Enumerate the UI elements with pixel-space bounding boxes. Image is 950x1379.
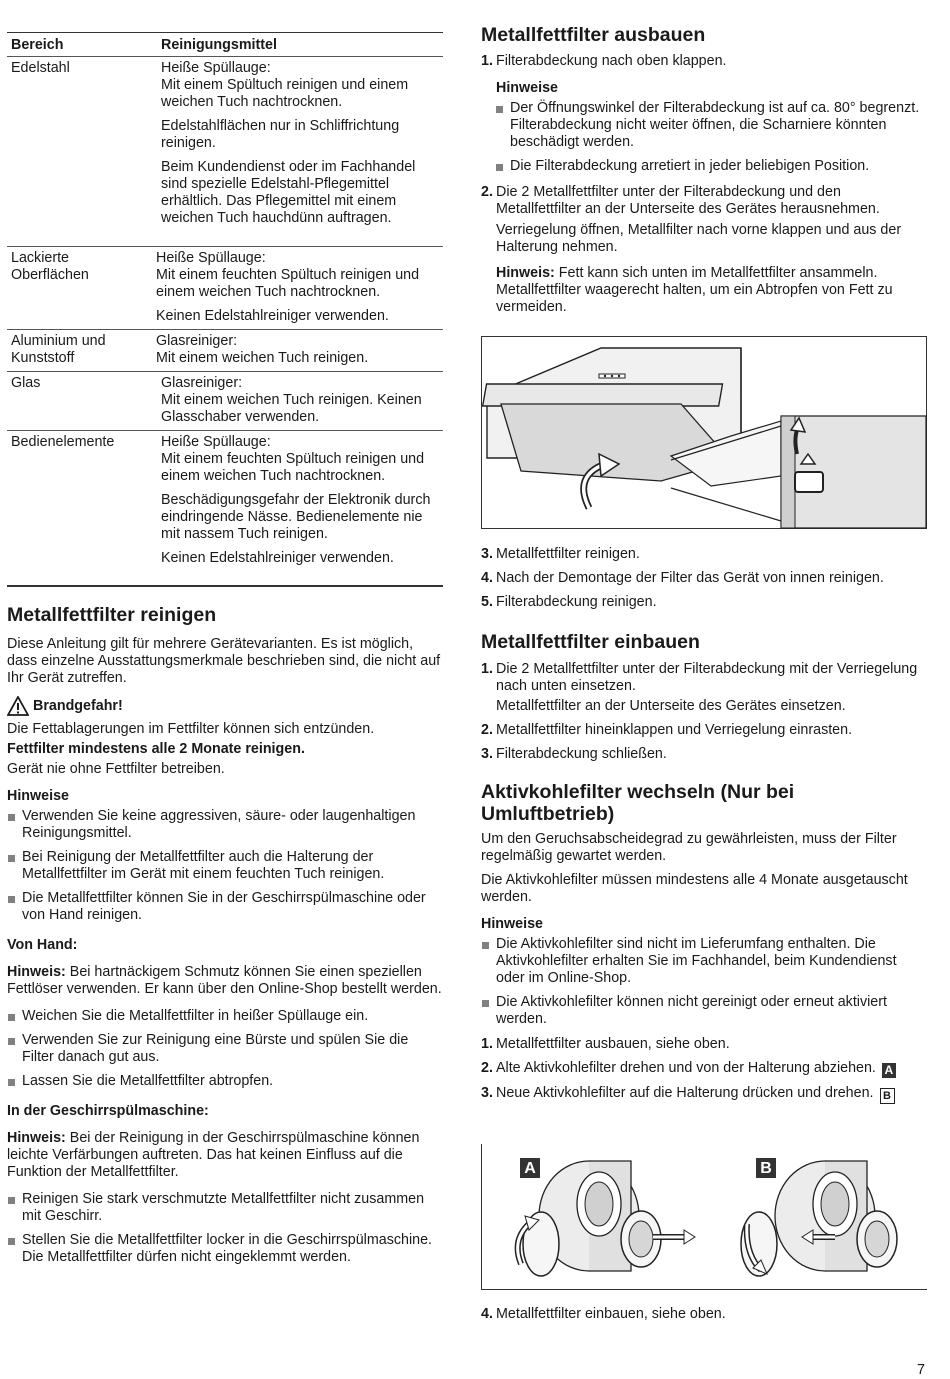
dishwasher-title: In der Geschirrspülmaschine: bbox=[7, 1103, 209, 1119]
list-item: Weichen Sie die Metallfettfilter in heißer Spüllauge ein. bbox=[7, 1008, 443, 1025]
carbon-hints-title: Hinweise bbox=[481, 916, 543, 932]
carbon-filter-illustration bbox=[481, 1144, 927, 1290]
carbon-intro1: Um den Geruchsabscheidegrad zu gewährleisten, muss der Filter regelmäßig gewartet werden. bbox=[481, 831, 897, 864]
agent-text: Keinen Edelstahlreiniger verwenden. bbox=[161, 550, 394, 566]
remove-step2b: Verriegelung öffnen, Metallfilter nach vorne klappen und aus der Halterung nehmen. bbox=[496, 222, 902, 255]
list-item: Lassen Sie die Metallfettfilter abtropfen. bbox=[7, 1073, 443, 1090]
numbered-step: 1. Filterabdeckung nach oben klappen. bbox=[481, 53, 727, 69]
clean-hints-title: Hinweise bbox=[7, 788, 69, 804]
remove-note: Hinweis: Fett kann sich unten im Metallfettfilter ansammeln. Metallfettfilter waagerecht halten, um ein Abtropfen von Fett zu vermeiden. bbox=[496, 265, 893, 315]
dishwasher-note: Hinweis: Bei der Reinigung in der Geschirrspülmaschine können leichte Verfärbungen auftreten. Das hat keinen Einfluss auf die Funktion der Metallfettfilter. bbox=[7, 1130, 420, 1180]
agent-text: Beim Kundendienst oder im Fachhandel sind spezielle Edelstahl-Pflegemittel erhältlich. Das Pflegemittel mit einem weichen Tuch hauchdünn auftragen. bbox=[161, 159, 416, 226]
warning-text2: Gerät nie ohne Fettfilter betreiben. bbox=[7, 761, 225, 777]
list-item: Der Öffnungswinkel der Filterabdeckung ist auf ca. 80° begrenzt. Filterabdeckung nicht weiter öffnen, die Scharniere könnten beschädigt werden. bbox=[495, 100, 927, 151]
table-cell-area: Bedienelemente bbox=[11, 434, 115, 450]
fire-warning bbox=[7, 694, 443, 718]
by-hand-note: Hinweis: Bei hartnäckigem Schmutz können Sie einen speziellen Fettlöser verwenden. Er kann über den Online-Shop bestellt werden. bbox=[7, 964, 442, 997]
numbered-step: 3. Filterabdeckung schließen. bbox=[481, 746, 667, 762]
list-item: Verwenden Sie zur Reinigung eine Bürste und spülen Sie die Filter danach gut aus. bbox=[7, 1032, 443, 1066]
table-cell-area: Lackierte Oberflächen bbox=[11, 250, 89, 283]
table-cell-area: Glas bbox=[11, 375, 41, 391]
page-number: 7 bbox=[917, 1362, 925, 1378]
numbered-step: 5. Filterabdeckung reinigen. bbox=[481, 594, 657, 610]
figure-label-b: B bbox=[760, 1160, 772, 1177]
by-hand-title: Von Hand: bbox=[7, 937, 78, 953]
numbered-step: 4. Nach der Demontage der Filter das Gerät von innen reinigen. bbox=[481, 570, 884, 586]
list-item: Reinigen Sie stark verschmutzte Metallfettfilter nicht zusammen mit Geschirr. bbox=[7, 1191, 443, 1225]
right-column-middle bbox=[481, 546, 927, 1104]
table-row bbox=[7, 431, 443, 587]
list-item: Stellen Sie die Metallfettfilter locker in die Geschirrspülmaschine. Die Metallfettfilter dürfen nicht eingeklemmt werden. bbox=[7, 1232, 443, 1266]
agent-text: Keinen Edelstahlreiniger verwenden. bbox=[156, 308, 389, 324]
agent-text: Heiße Spüllauge: Mit einem feuchten Spültuch reinigen und einem weichen Tuch nachtrocknen. bbox=[161, 434, 425, 484]
numbered-step: 3. Neue Aktivkohlefilter auf die Halterung drücken und drehen. B bbox=[481, 1085, 927, 1104]
numbered-step: 2. Metallfettfilter hineinklappen und Verriegelung einrasten. bbox=[481, 722, 853, 738]
numbered-step: 2. Die 2 Metallfettfilter unter der Filterabdeckung und den Metallfettfilter an der Unterseite des Gerätes herausnehmen. bbox=[481, 184, 880, 217]
table-cell-agents bbox=[152, 247, 443, 329]
section-title-remove: Metallfettfilter ausbauen bbox=[481, 24, 706, 46]
list-item: Bei Reinigung der Metallfettfilter auch die Halterung der Metallfettfilter im Gerät mit einem feuchten Tuch reinigen. bbox=[7, 849, 443, 883]
table-row bbox=[7, 247, 443, 330]
remove-hints-title: Hinweise bbox=[496, 80, 558, 96]
warning-bold: Fettfilter mindestens alle 2 Monate reinigen. bbox=[7, 741, 305, 757]
figure-label-a: A bbox=[524, 1160, 536, 1177]
agent-text: Glasreiniger: Mit einem weichen Tuch reinigen. bbox=[156, 333, 369, 366]
figure-ref-b: B bbox=[880, 1088, 895, 1104]
numbered-step: 3. Metallfettfilter reinigen. bbox=[481, 546, 640, 562]
table-cell-agents bbox=[152, 330, 443, 371]
list-item: Die Metallfettfilter können Sie in der Geschirrspülmaschine oder von Hand reinigen. bbox=[7, 890, 443, 924]
table-row bbox=[7, 330, 443, 372]
agent-text: Heiße Spüllauge: Mit einem feuchten Spültuch reinigen und einem weichen Tuch nachtrocknen. bbox=[156, 250, 420, 300]
warning-title: Brandgefahr! bbox=[33, 697, 123, 714]
numbered-step: 1. Metallfettfilter ausbauen, siehe oben. bbox=[481, 1036, 730, 1052]
table-header-area: Bereich bbox=[11, 37, 64, 53]
numbered-step: 1. Die 2 Metallfettfilter unter der Filterabdeckung mit der Verriegelung nach unten einsetzen. bbox=[481, 661, 918, 694]
table-row bbox=[7, 372, 443, 431]
carbon-intro2: Die Aktivkohlefilter müssen mindestens alle 4 Monate ausgetauscht werden. bbox=[481, 872, 908, 905]
agent-text: Beschädigungsgefahr der Elektronik durch eindringende Nässe. Bedienelemente nie mit nassem Tuch reinigen. bbox=[161, 492, 431, 542]
table-cell-agents bbox=[157, 57, 443, 246]
list-item: Die Filterabdeckung arretiert in jeder beliebigen Position. bbox=[495, 158, 927, 175]
table-row bbox=[7, 57, 443, 247]
agent-text: Edelstahlflächen nur in Schliffrichtung reinigen. bbox=[161, 118, 400, 151]
clean-intro: Diese Anleitung gilt für mehrere Gerätevarianten. Es ist möglich, dass einzelne Ausstattungsmerkmale beschrieben sind, die nicht auf Ihr Gerät zutreffen. bbox=[7, 636, 441, 686]
section-title-carbon: Aktivkohlefilter wechseln (Nur bei Umluftbetrieb) bbox=[481, 781, 795, 825]
numbered-step: 2. Alte Aktivkohlefilter drehen und von der Halterung abziehen. A bbox=[481, 1060, 927, 1078]
agent-text: Heiße Spüllauge: Mit einem Spültuch reinigen und einem weichen Tuch nachtrocknen. bbox=[161, 60, 409, 110]
left-column bbox=[7, 604, 443, 1266]
warning-icon bbox=[7, 696, 29, 716]
carbon-filter-a bbox=[518, 1161, 695, 1276]
numbered-step: 4. Metallfettfilter einbauen, siehe oben. bbox=[481, 1306, 726, 1322]
table-header-row bbox=[7, 33, 443, 57]
filter-removal-illustration bbox=[481, 336, 927, 529]
section-title-clean: Metallfettfilter reinigen bbox=[7, 604, 217, 626]
table-cell-area: Aluminium und Kunststoff bbox=[11, 333, 106, 366]
table-cell-agents bbox=[157, 431, 443, 585]
agent-text: Glasreiniger: Mit einem weichen Tuch reinigen. Keinen Glasschaber verwenden. bbox=[161, 375, 422, 425]
cleaning-agents-table bbox=[7, 32, 443, 587]
table-header-agent: Reinigungsmittel bbox=[161, 37, 277, 53]
list-item: Verwenden Sie keine aggressiven, säure- oder laugenhaltigen Reinigungsmittel. bbox=[7, 808, 443, 842]
table-cell-agents bbox=[157, 372, 443, 430]
right-column bbox=[481, 24, 927, 316]
warning-text: Die Fettablagerungen im Fettfilter können sich entzünden. bbox=[7, 721, 375, 737]
list-item: Die Aktivkohlefilter können nicht gereinigt oder erneut aktiviert werden. bbox=[481, 994, 927, 1028]
section-title-install: Metallfettfilter einbauen bbox=[481, 631, 700, 653]
install-step1b: Metallfettfilter an der Unterseite des Gerätes einsetzen. bbox=[496, 698, 846, 714]
figure-ref-a: A bbox=[882, 1063, 896, 1078]
list-item: Die Aktivkohlefilter sind nicht im Lieferumfang enthalten. Die Aktivkohlefilter erhalten Sie im Fachhandel, beim Kundendienst oder im Online-Shop. bbox=[481, 936, 927, 987]
table-cell-area: Edelstahl bbox=[11, 60, 70, 76]
